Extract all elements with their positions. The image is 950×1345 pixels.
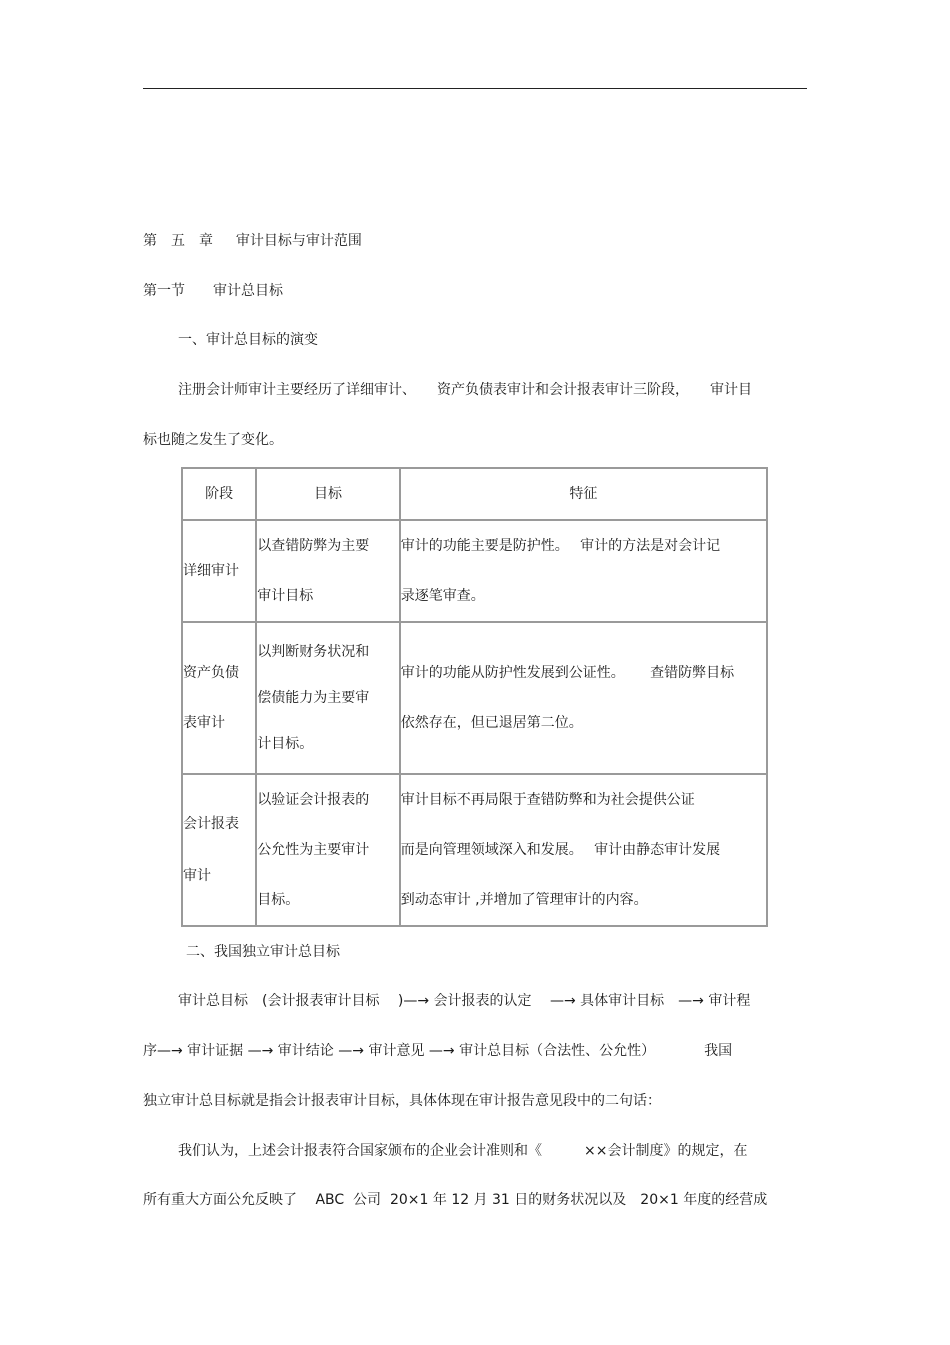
stage-text: 详细审计 bbox=[183, 563, 239, 579]
table-row bbox=[182, 520, 767, 622]
paragraph-line: 注册会计师审计主要经历了详细审计、 资产负债表审计和会计报表审计三阶段， 审计目 bbox=[178, 382, 752, 398]
section-title: 第一节 审计总目标 bbox=[143, 283, 283, 299]
table-header-goal: 目标 bbox=[256, 468, 399, 520]
feature-text: 录逐笔审查。 bbox=[400, 588, 485, 604]
stage-text: 会计报表 bbox=[183, 816, 239, 832]
feature-cell bbox=[400, 774, 767, 926]
paragraph-line: 序—→ 审计证据 —→ 审计结论 —→ 审计意见 —→ 审计总目标（合法性、公允性） 我国 bbox=[143, 1043, 733, 1059]
heading-evolution: 一、审计总目标的演变 bbox=[178, 332, 318, 348]
paragraph-line: 标也随之发生了变化。 bbox=[143, 432, 283, 448]
stage-cell bbox=[182, 520, 256, 622]
stage-text: 表审计 bbox=[183, 715, 225, 731]
goal-text: 公允性为主要审计 bbox=[257, 842, 370, 858]
goal-text: 偿债能力为主要审 bbox=[257, 690, 370, 706]
header-rule bbox=[143, 88, 807, 89]
paragraph-line: 我们认为，上述会计报表符合国家颁布的企业会计准则和《 ××会计制度》的规定，在 bbox=[178, 1143, 748, 1159]
goal-text: 以判断财务状况和 bbox=[257, 644, 370, 660]
table-header-stage: 阶段 bbox=[182, 468, 256, 520]
goal-cell bbox=[256, 520, 399, 622]
heading-china-objective: 二、我国独立审计总目标 bbox=[186, 944, 340, 960]
goal-cell bbox=[256, 622, 399, 774]
feature-cell bbox=[400, 622, 767, 774]
feature-text: 审计目标不再局限于查错防弊和为社会提供公证 bbox=[400, 792, 695, 808]
feature-text: 审计的功能从防护性发展到公证性。 查错防弊目标 bbox=[400, 665, 735, 681]
paragraph-line: 审计总目标 (会计报表审计目标 )—→ 会计报表的认定 —→ 具体审计目标 —→ 审计程 bbox=[178, 993, 751, 1009]
feature-text: 到动态审计 ,并增加了管理审计的内容。 bbox=[400, 892, 648, 908]
stage-text: 审计 bbox=[183, 868, 211, 884]
paragraph-line: 独立审计总目标就是指会计报表审计目标，具体体现在审计报告意见段中的二句话： bbox=[143, 1093, 661, 1109]
stage-cell bbox=[182, 622, 256, 774]
feature-text: 依然存在，但已退居第二位。 bbox=[400, 715, 583, 731]
paragraph-line: 所有重大方面公允反映了 ABC 公司 20×1 年 12 月 31 日的财务状况以及 20×1 年度的经营成 bbox=[143, 1192, 768, 1208]
goal-text: 目标。 bbox=[257, 892, 300, 908]
audit-stages-table bbox=[181, 467, 768, 927]
table-row bbox=[182, 774, 767, 926]
stage-text: 资产负债 bbox=[183, 665, 239, 681]
goal-text: 审计目标 bbox=[257, 588, 314, 604]
chapter-title: 第 五 章 审计目标与审计范围 bbox=[143, 233, 362, 249]
goal-text: 以验证会计报表的 bbox=[257, 792, 370, 808]
feature-text: 而是向管理领域深入和发展。 审计由静态审计发展 bbox=[400, 842, 721, 858]
feature-cell bbox=[400, 520, 767, 622]
feature-text: 审计的功能主要是防护性。 审计的方法是对会计记 bbox=[400, 538, 721, 554]
table-header-feature: 特征 bbox=[400, 468, 767, 520]
goal-text: 以查错防弊为主要 bbox=[257, 538, 370, 554]
table-header-row bbox=[182, 468, 767, 520]
stage-cell bbox=[182, 774, 256, 926]
goal-text: 计目标。 bbox=[257, 736, 314, 752]
goal-cell bbox=[256, 774, 399, 926]
table-row bbox=[182, 622, 767, 774]
